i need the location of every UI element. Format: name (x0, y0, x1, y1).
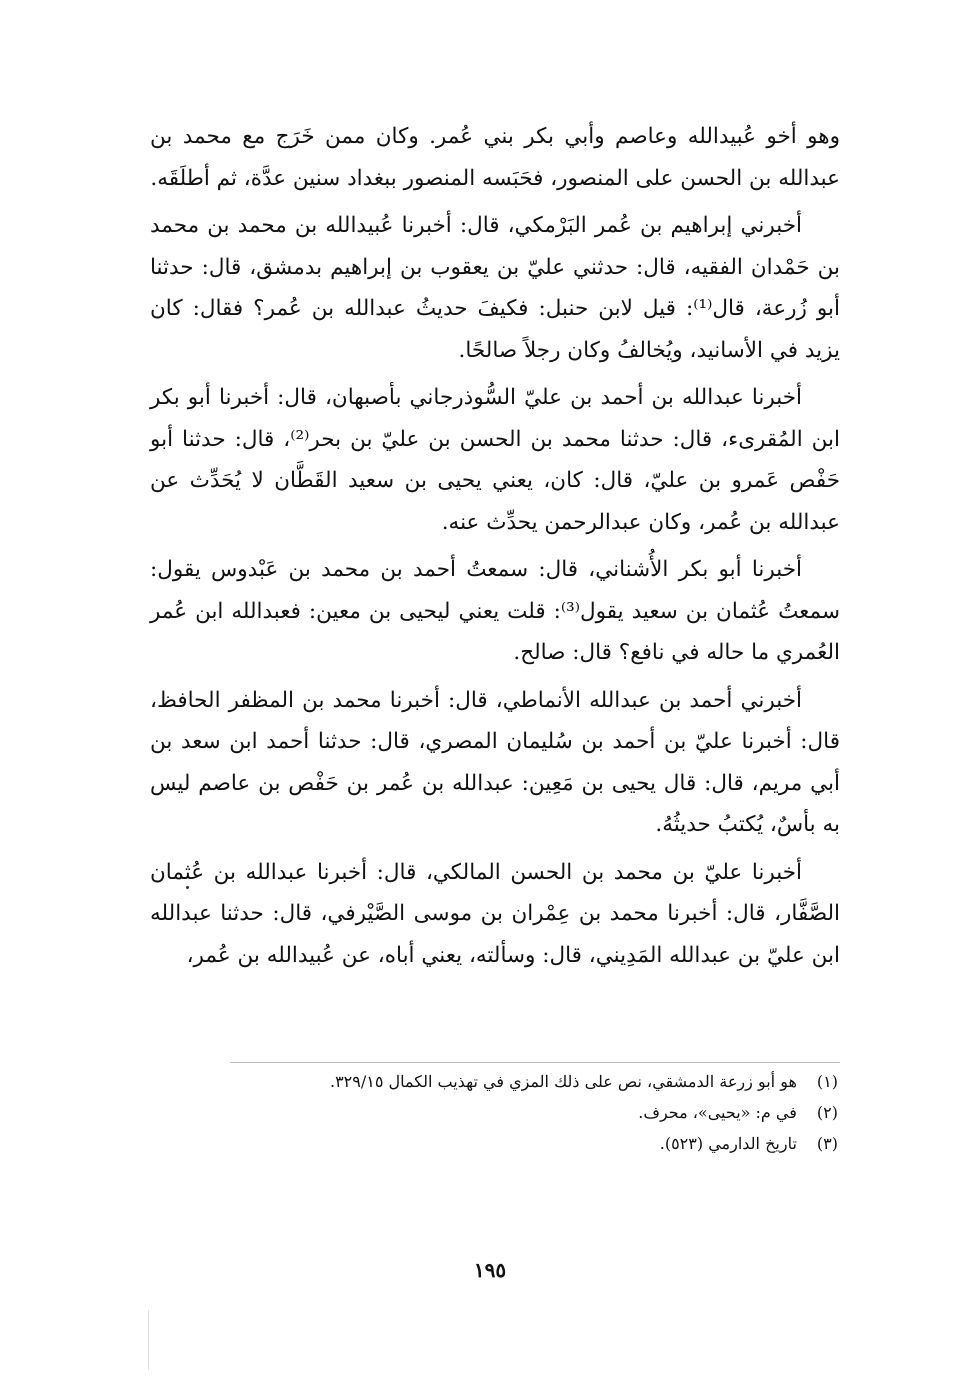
paragraph-3: أخبرنا عبدالله بن أحمد بن عليّ السُّوذرجاني بأصبهان، قال: أخبرنا أبو بكر ابن المُقرىء، قال: حدثنا محمد بن الحسن بن عليّ بن بحر⁽²⁾، قال: حدثنا أبو حَفْص عَمرو بن عليّ، قال: كان، يعني يحيى بن سعيد القَطَّان لا يُحَدِّث عن عبدالله بن عُمر، وكان عبدالرحمن يحدِّث عنه. (150, 385, 841, 535)
paragraph-6: أخبرنا عليّ بن محمد بن الحسن المالكي، قال: أخبرنا عبدالله بن عُثمان الصَّفَّار، قال: أخبرنا محمد بن عِمْران بن موسى الصَّيْرفي، قال: حدثنا عبدالله ابن عليّ بن عبدالله المَدِيني، قال: وسألته، يعني أباه، عن عُبيدالله بن عُمر، (150, 859, 840, 968)
footnote-number: (١) (816, 1072, 838, 1091)
scan-edge-line (148, 1310, 149, 1370)
footnote-3 (190, 1128, 838, 1159)
paragraph-1: وهو أخو عُبيدالله وعاصم وأبي بكر بني عُمر. وكان ممن خَرَج مع محمد بن عبدالله بن الحسن على المنصور، فحَبَسه المنصور ببغداد سنين عدَّة، ثم أطلَقَه. (150, 124, 840, 191)
scan-speck (186, 886, 189, 889)
paragraph-5: أخبرني أحمد بن عبدالله الأنماطي، قال: أخبرنا محمد بن المظفر الحافظ، قال: أخبرنا عليّ بن أحمد بن سُليمان المصري، قال: حدثنا أحمد ابن سعد بن أبي مريم، قال: قال يحيى بن مَعِين: عبدالله بن عُمر بن حَفْص بن عاصم ليس به بأسٌ، يُكتبُ حديثُهُ. (150, 687, 840, 837)
footnote-divider (230, 1062, 840, 1063)
paragraph-2: أخبرني إبراهيم بن عُمر البَرْمكي، قال: أخبرنا عُبيدالله بن محمد بن محمد بن حَمْدان الفقيه، قال: حدثني عليّ بن يعقوب بن إبراهيم بدمشق، قال: حدثنا أبو زُرعة، قال⁽¹⁾: قيل لابن حنبل: فكيفَ حديثُ عبدالله بن عُمر؟ فقال: كان يزيد في الأسانيد، ويُخالفُ وكان رجلاً صالحًا. (150, 213, 840, 363)
page-number: ١٩٥ (473, 1258, 507, 1282)
main-text (150, 116, 840, 982)
footnote-text: تاريخ الدارمي (٥٢٣). (659, 1134, 797, 1153)
footnote-number: (٢) (816, 1103, 838, 1122)
footnote-text: في م: «يحيى»، محرف. (638, 1103, 797, 1122)
paragraph-4: أخبرنا أبو بكر الأُشناني، قال: سمعتُ أحمد بن محمد بن عَبْدوس يقول: سمعتُ عُثمان بن سعيد يقول⁽³⁾: قلت يعني ليحيى بن معين: فعبدالله ابن عُمر العُمري ما حاله في نافع؟ قال: صالح. (150, 557, 841, 665)
footnote-1 (190, 1066, 838, 1097)
footnote-number: (٣) (816, 1134, 838, 1153)
footnote-text: هو أبو زرعة الدمشقي، نص على ذلك المزي في تهذيب الكمال ٣٢٩/١٥. (329, 1072, 797, 1091)
footnotes (190, 1066, 838, 1159)
footnote-2 (190, 1097, 838, 1128)
